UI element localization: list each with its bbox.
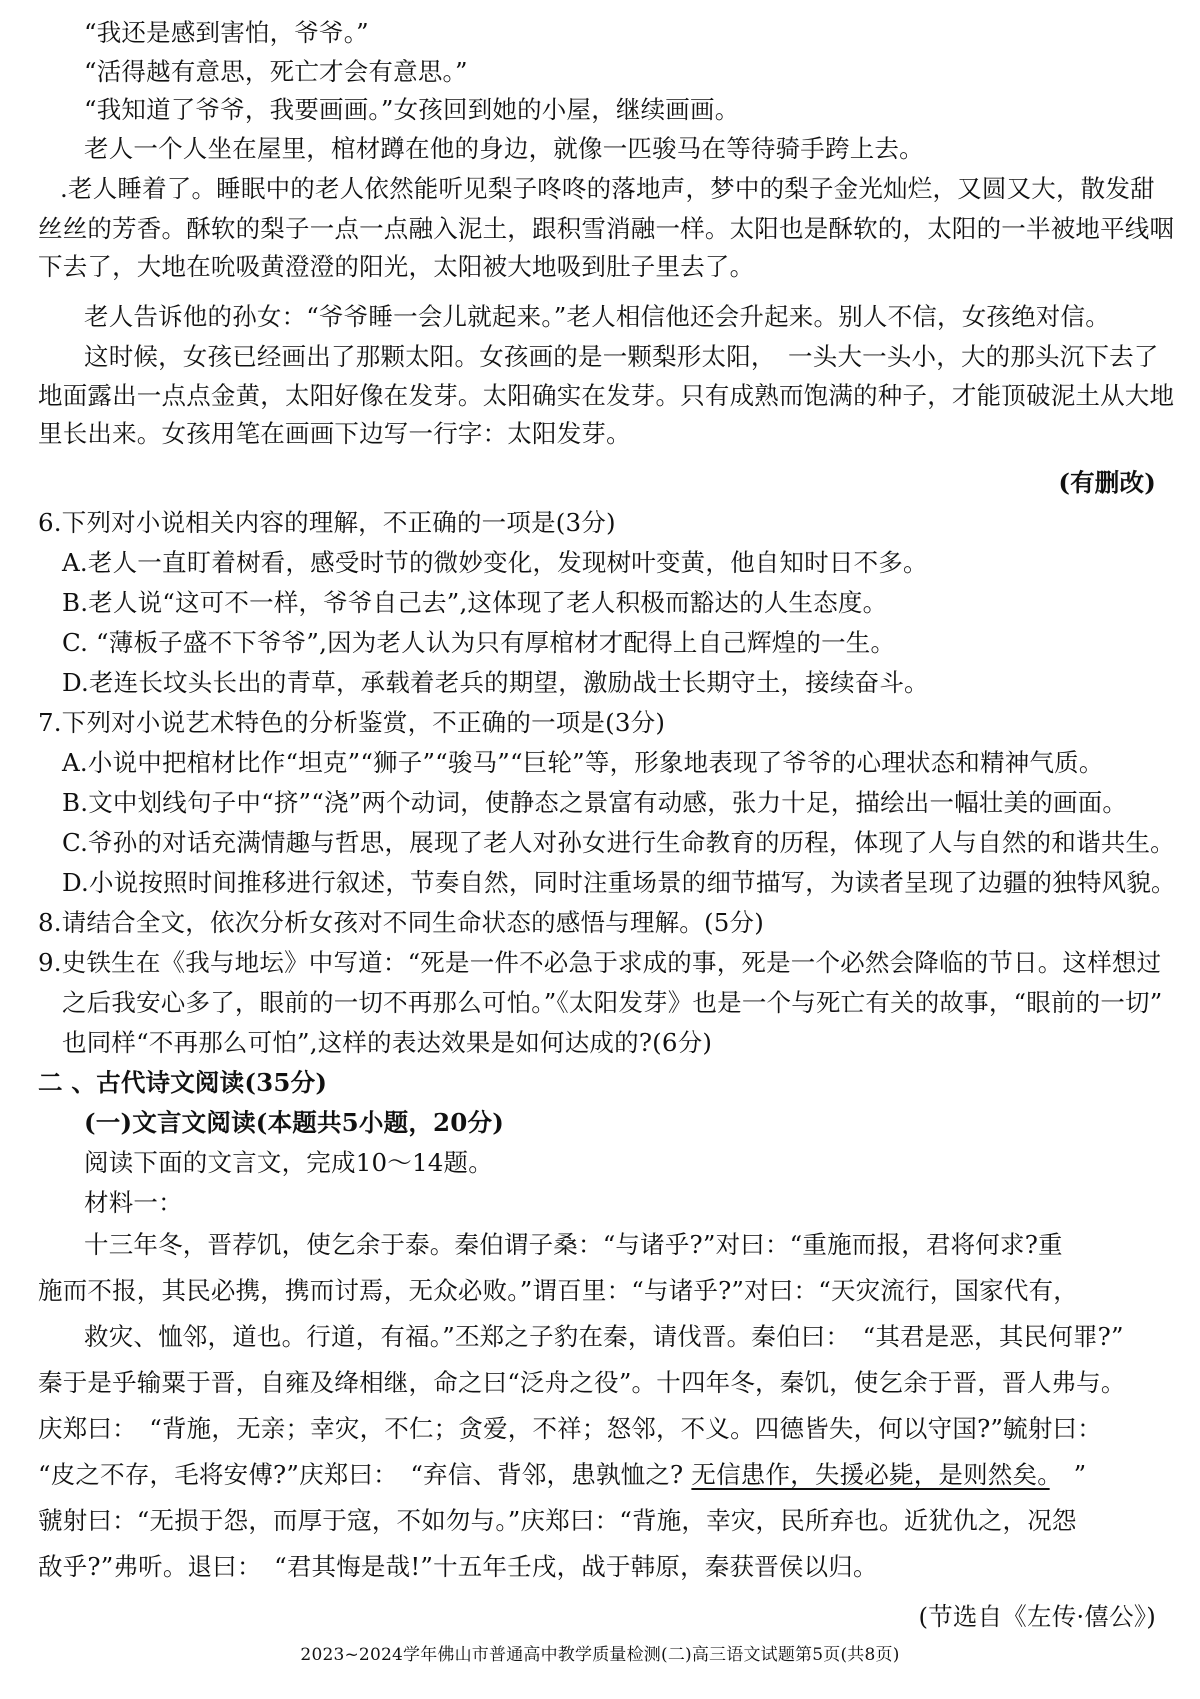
page-footer: 2023~2024学年佛山市普通高中教学质量检测(二)高三语文试题第5页(共8页) [300, 1645, 900, 1665]
classical-line: 救灾、恤邻，道也。行道，有福。”丕郑之子豹在秦，请伐晋。秦伯曰： “其君是恶，其民何罪?” [84, 1322, 1124, 1351]
passage-line: 老人告诉他的孙女：“爷爷睡一会儿就起来。”老人相信他还会升起来。别人不信，女孩绝对信。 [84, 302, 1110, 331]
question-6-option-a: A.老人一直盯着树看，感受时节的微妙变化，发现树叶变黄，他自知时日不多。 [62, 548, 928, 577]
passage-line: 下去了，大地在吮吸黄澄澄的阳光，太阳被大地吸到肚子里去了。 [38, 252, 755, 281]
classical-line: 秦于是乎输粟于晋，自雍及绛相继，命之曰“泛舟之役”。十四年冬，秦饥，使乞余于晋，晋人弗与。 [38, 1368, 1126, 1397]
subsection-heading: (一)文言文阅读(本题共5小题，20分) [84, 1108, 505, 1137]
passage-line: “我还是感到害怕，爷爷。” [84, 18, 369, 47]
question-9-line: 之后我安心多了，眼前的一切不再那么可怕。”《太阳发芽》也是一个与死亡有关的故事，“眼前的一切” [62, 988, 1163, 1017]
question-6-option-d: D.老连长坟头长出的青草，承载着老兵的期望，激励战士长期守土，接续奋斗。 [62, 668, 929, 697]
underlined-sentence: 无信患作，失援必毙，是则然矣。 [691, 1460, 1050, 1489]
source-note: (有删改) [1058, 468, 1156, 497]
question-7-option-b: B.文中划线句子中“挤”“浇”两个动词，使静态之景富有动感，张力十足，描绘出一幅壮美的画面。 [62, 788, 1128, 817]
passage-line: 里长出来。女孩用笔在画画下边写一行字：太阳发芽。 [38, 419, 631, 448]
passage-line: .老人睡着了。睡眠中的老人依然能听见梨子咚咚的落地声，梦中的梨子金光灿烂，又圆又大，散发甜 [60, 174, 1155, 203]
question-7-stem: 7.下列对小说艺术特色的分析鉴赏，不正确的一项是(3分) [38, 708, 666, 737]
classical-line: 施而不报，其民必携，携而讨焉，无众必败。”谓百里：“与诸乎?”对曰：“天灾流行，国家代有， [38, 1276, 1078, 1305]
classical-line-with-underline [38, 1458, 1086, 1492]
instruction-text: 阅读下面的文言文，完成10～14题。 [84, 1148, 493, 1177]
question-7-option-d: D.小说按照时间推移进行叙述，节奏自然，同时注重场景的细节描写，为读者呈现了边疆的独特风貌。 [62, 868, 1176, 897]
question-6-option-c: C. “薄板子盛不下爷爷”,因为老人认为只有厚棺材才配得上自己辉煌的一生。 [62, 628, 896, 657]
question-9-line: 也同样“不再那么可怕”,这样的表达效果是如何达成的?(6分) [62, 1028, 713, 1057]
passage-line: 地面露出一点点金黄，太阳好像在发芽。太阳确实在发芽。只有成熟而饱满的种子，才能顶破泥土从大地 [38, 381, 1175, 410]
question-8: 8.请结合全文，依次分析女孩对不同生命状态的感悟与理解。(5分) [38, 908, 764, 937]
passage-line: 这时候，女孩已经画出了那颗太阳。女孩画的是一颗梨形太阳， 一头大一头小，大的那头沉下去了 [84, 342, 1159, 371]
classical-line: 虢射曰：“无损于怨，而厚于寇，不如勿与。”庆郑曰：“背施，幸灾，民所弃也。近犹仇之，况怨 [38, 1506, 1077, 1535]
question-7-option-c: C.爷孙的对话充满情趣与哲思，展现了老人对孙女进行生命教育的历程，体现了人与自然的和谐共生。 [62, 828, 1175, 857]
classical-line: 敌乎?”弗听。退曰： “君其悔是哉!”十五年壬戌，战于韩原，秦获晋侯以归。 [38, 1552, 878, 1581]
closing-quote: ” [1073, 1460, 1087, 1489]
question-6-option-b: B.老人说“这可不一样，爷爷自己去”,这体现了老人积极而豁达的人生态度。 [62, 588, 888, 617]
section-heading: 二 、古代诗文阅读(35分) [38, 1068, 328, 1097]
classical-line: 庆郑曰： “背施，无亲；幸灾，不仁；贪爱，不祥；怒邻，不义。四德皆失，何以守国?”毓射曰： [38, 1414, 1102, 1443]
classical-line-text: “皮之不存，毛将安傅?”庆郑曰： “弃信、背邻，患孰恤之? [38, 1460, 684, 1489]
material-label: 材料一： [84, 1188, 183, 1217]
question-7-option-a: A.小说中把棺材比作“坦克”“狮子”“骏马”“巨轮”等，形象地表现了爷爷的心理状态和精神气质。 [62, 748, 1104, 777]
passage-line: 丝丝的芳香。酥软的梨子一点一点融入泥土，跟积雪消融一样。太阳也是酥软的，太阳的一半被地平线咽 [38, 214, 1175, 243]
classical-line: 十三年冬，晋荐饥，使乞余于泰。秦伯谓子桑：“与诸乎?”对曰：“重施而报，君将何求?重 [84, 1230, 1063, 1259]
question-9-line: 9.史铁生在《我与地坛》中写道：“死是一件不必急于求成的事，死是一个必然会降临的节日。这样想过 [38, 948, 1162, 977]
passage-line: 老人一个人坐在屋里，棺材蹲在他的身边，就像一匹骏马在等待骑手跨上去。 [84, 134, 924, 163]
classical-source: (节选自《左传·僖公》) [918, 1602, 1156, 1631]
passage-line: “我知道了爷爷，我要画画。”女孩回到她的小屋，继续画画。 [84, 95, 740, 124]
question-6-stem: 6.下列对小说相关内容的理解，不正确的一项是(3分) [38, 508, 616, 537]
passage-line: “活得越有意思，死亡才会有意思。” [84, 57, 468, 86]
